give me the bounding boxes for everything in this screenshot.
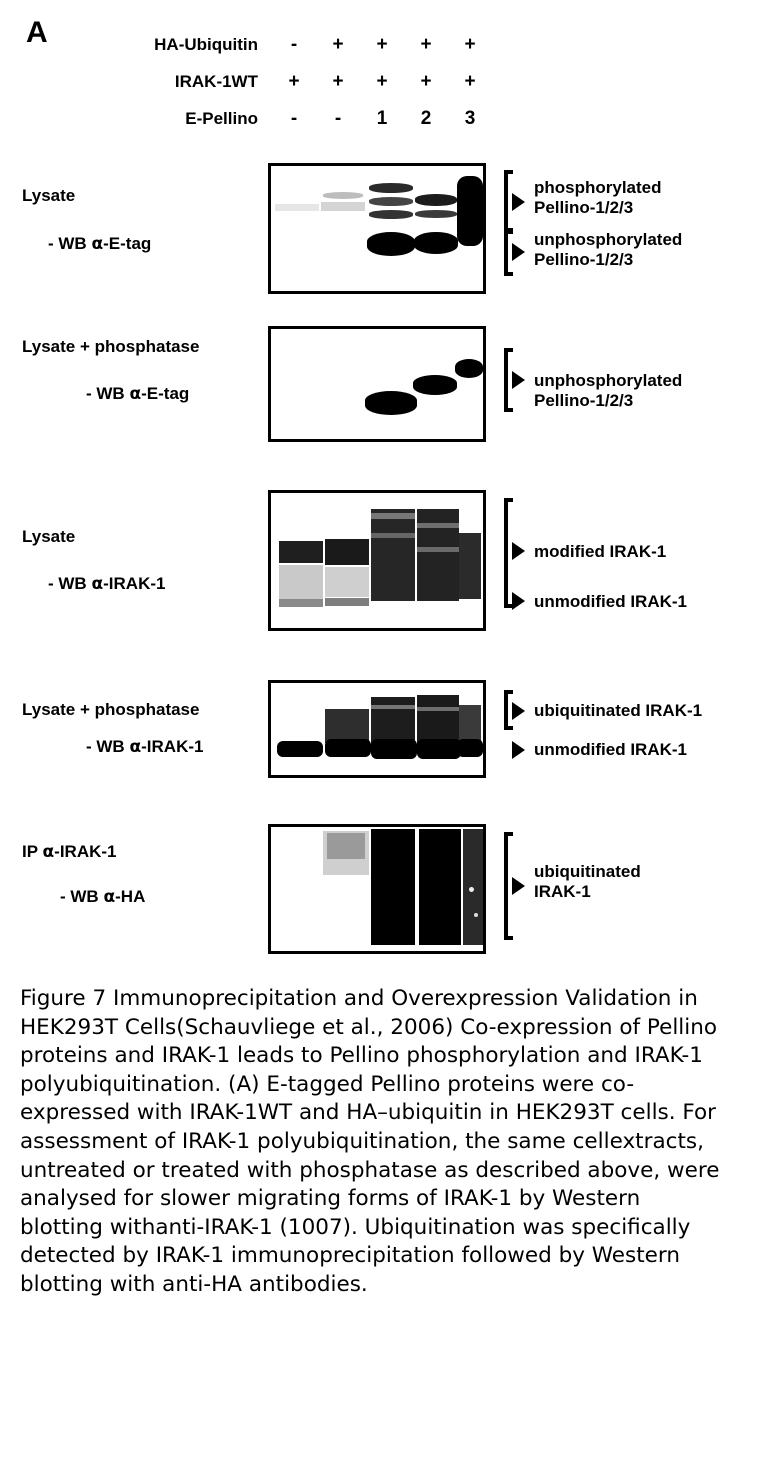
blot-4-annotation-2: unmodified IRAK-1 bbox=[534, 740, 687, 759]
blot-3-arrow-1-icon bbox=[512, 542, 525, 560]
condition-value: + bbox=[420, 33, 432, 55]
panel-letter: A bbox=[26, 16, 48, 49]
condition-row bbox=[0, 63, 500, 100]
blot-1-arrow-2-icon bbox=[512, 243, 525, 261]
condition-value: 1 bbox=[376, 107, 388, 129]
condition-row bbox=[0, 26, 500, 63]
blot-1-annotation-1: phosphorylated Pellino-1/2/3 bbox=[534, 178, 662, 218]
blot-2-annotation-1: unphosphorylated Pellino-1/2/3 bbox=[534, 371, 683, 411]
blot-3-arrow-2-icon bbox=[512, 592, 525, 610]
blot-1-label-line1: Lysate bbox=[22, 186, 76, 205]
condition-value: + bbox=[332, 33, 344, 55]
condition-label: E-Pellino bbox=[185, 108, 258, 128]
blot-5-label-line2: - WB α-HA bbox=[60, 887, 146, 907]
figure-caption: Figure 7 Immunoprecipitation and Overexpression Validation in HEK293T Cells(Schauvliege et al., 2006) Co-expression of Pellino proteins and IRAK-1 leads to Pellino phosphorylation and IRAK-1 polyubiquitination. (A) E-tagged Pellino proteins were co-expressed with IRAK-1WT and HA–ubiquitin in HEK293T cells. For assessment of IRAK-1 polyubiquitination, the same cellextracts, untreated or treated with phosphatase as described above, were analysed for slower migrating forms of IRAK-1 by Western blotting withanti-IRAK-1 (1007). Ubiquitination was specifically detected by IRAK-1 immunoprecipitation followed by Western blotting with anti-HA antibodies. bbox=[20, 986, 720, 1297]
blot-2-label-line1: Lysate + phosphatase bbox=[22, 337, 200, 356]
condition-table bbox=[0, 26, 500, 137]
blot-5-annotation-1: ubiquitinated IRAK-1 bbox=[534, 862, 641, 902]
condition-value: - bbox=[290, 33, 298, 55]
condition-value: - bbox=[290, 107, 298, 129]
condition-value: - bbox=[334, 107, 342, 129]
blot-5-image bbox=[268, 824, 486, 954]
blot-4-arrow-1-icon bbox=[512, 702, 525, 720]
blot-4-annotation-1: ubiquitinated IRAK-1 bbox=[534, 701, 703, 720]
blot-2-image bbox=[268, 326, 486, 442]
blot-3-annotation-1: modified IRAK-1 bbox=[534, 542, 667, 561]
condition-value: + bbox=[420, 70, 432, 92]
condition-value: + bbox=[376, 33, 388, 55]
blot-3-label-line2: - WB α-IRAK-1 bbox=[48, 574, 166, 594]
blot-2-label-line2: - WB α-E-tag bbox=[86, 384, 190, 404]
blot-4-image bbox=[268, 680, 486, 778]
condition-value: + bbox=[288, 70, 300, 92]
blot-4-label-line1: Lysate + phosphatase bbox=[22, 700, 200, 719]
blot-2-arrow-1-icon bbox=[512, 371, 525, 389]
condition-value: 3 bbox=[464, 107, 476, 129]
blot-1-arrow-1-icon bbox=[512, 193, 525, 211]
condition-value: + bbox=[332, 70, 344, 92]
blot-5-label-line1: IP α-IRAK-1 bbox=[22, 842, 117, 862]
condition-value: 2 bbox=[420, 107, 432, 129]
blot-1-image bbox=[268, 163, 486, 294]
condition-label: HA-Ubiquitin bbox=[154, 34, 258, 54]
condition-value: + bbox=[464, 70, 476, 92]
condition-values bbox=[272, 108, 492, 130]
condition-value: + bbox=[376, 70, 388, 92]
blot-4-arrow-2-icon bbox=[512, 741, 525, 759]
condition-value: + bbox=[464, 33, 476, 55]
blot-5-arrow-1-icon bbox=[512, 877, 525, 895]
blot-3-image bbox=[268, 490, 486, 631]
blot-3-label-line1: Lysate bbox=[22, 527, 76, 546]
blot-1-annotation-2: unphosphorylated Pellino-1/2/3 bbox=[534, 230, 683, 270]
blot-3-annotation-2: unmodified IRAK-1 bbox=[534, 592, 687, 611]
blot-1-label-line2: - WB α-E-tag bbox=[48, 234, 152, 254]
condition-values bbox=[272, 34, 492, 56]
blot-4-label-line2: - WB α-IRAK-1 bbox=[86, 737, 204, 757]
condition-label: IRAK-1WT bbox=[174, 71, 258, 91]
condition-values bbox=[272, 71, 492, 93]
condition-row bbox=[0, 100, 500, 137]
